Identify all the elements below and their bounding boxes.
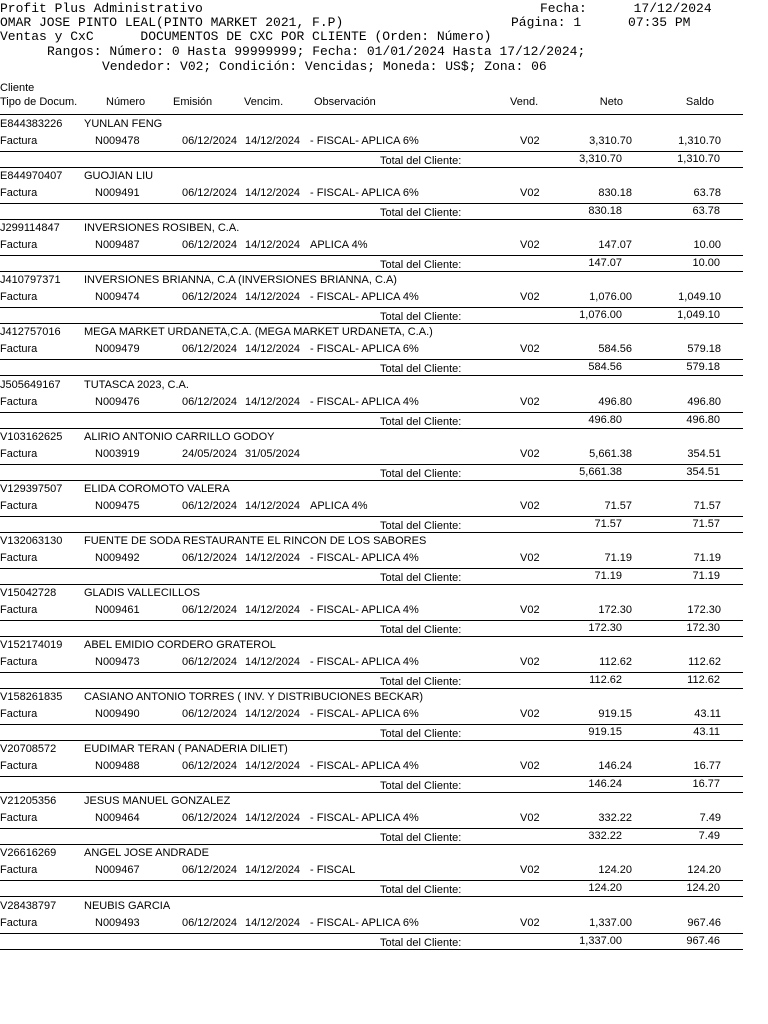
doc-seller: V02 — [520, 812, 540, 824]
doc-type: Factura — [0, 239, 38, 251]
doc-type: Factura — [0, 396, 38, 408]
client-total-label: Total del Cliente: — [380, 728, 462, 740]
client-divider — [0, 688, 743, 689]
row-divider — [0, 151, 743, 152]
client-divider — [0, 167, 743, 168]
doc-balance: 579.18 — [687, 343, 721, 355]
client-total-net: 919.15 — [588, 726, 622, 738]
doc-due-date: 14/12/2024 — [245, 291, 301, 303]
doc-issue-date: 06/12/2024 — [182, 760, 238, 772]
doc-observation: - FISCAL- APLICA 6% — [310, 708, 419, 720]
doc-balance: 112.62 — [688, 656, 721, 668]
doc-seller: V02 — [520, 708, 540, 720]
doc-issue-date: 06/12/2024 — [182, 291, 238, 303]
doc-issue-date: 24/05/2024 — [182, 448, 238, 460]
client-total-net: 146.24 — [588, 778, 622, 790]
client-id: V129397507 — [0, 483, 63, 495]
client-total-label: Total del Cliente: — [380, 207, 462, 219]
client-total-balance: 124.20 — [686, 882, 720, 894]
doc-number: N009492 — [95, 552, 140, 564]
doc-type: Factura — [0, 187, 38, 199]
client-total-label: Total del Cliente: — [380, 468, 462, 480]
doc-balance: 124.20 — [687, 864, 721, 876]
doc-net: 112.62 — [599, 656, 632, 668]
client-total-label: Total del Cliente: — [380, 155, 462, 167]
col-neto: Neto — [599, 96, 623, 108]
doc-balance: 63.78 — [693, 187, 721, 199]
row-divider — [0, 880, 743, 881]
doc-due-date: 14/12/2024 — [245, 135, 301, 147]
doc-number: N009475 — [95, 500, 140, 512]
client-total-label: Total del Cliente: — [380, 416, 462, 428]
company-name: OMAR JOSE PINTO LEAL(PINTO MARKET 2021, F.P) — [0, 15, 344, 30]
doc-observation: - FISCAL- APLICA 4% — [310, 604, 419, 616]
doc-number: N003919 — [95, 448, 140, 460]
client-total-balance: 63.78 — [692, 205, 720, 217]
client-total-balance: 496.80 — [686, 414, 720, 426]
doc-due-date: 14/12/2024 — [245, 396, 301, 408]
doc-due-date: 14/12/2024 — [245, 187, 301, 199]
col-vend: Vend. — [510, 96, 539, 108]
client-total-net: 584.56 — [588, 361, 622, 373]
col-vencim: Vencim. — [244, 96, 284, 108]
doc-due-date: 14/12/2024 — [245, 500, 301, 512]
doc-type: Factura — [0, 812, 38, 824]
client-name: NEUBIS GARCIA — [84, 900, 171, 912]
client-total-net: 71.19 — [594, 570, 622, 582]
doc-observation: APLICA 4% — [310, 239, 368, 251]
client-total-balance: 1,310.70 — [677, 153, 720, 165]
doc-number: N009491 — [95, 187, 140, 199]
report-title: Ventas y CxC DOCUMENTOS DE CXC POR CLIENTE (Orden: Número) — [0, 29, 492, 44]
doc-seller: V02 — [520, 239, 540, 251]
client-total-balance: 71.19 — [692, 570, 720, 582]
client-total-label: Total del Cliente: — [380, 832, 462, 844]
client-total-balance: 43.11 — [693, 726, 720, 738]
doc-observation: - FISCAL — [310, 864, 356, 876]
doc-net: 919.15 — [598, 708, 632, 720]
doc-issue-date: 06/12/2024 — [182, 239, 238, 251]
doc-balance: 1,049.10 — [678, 291, 721, 303]
doc-number: N009479 — [95, 343, 140, 355]
doc-net: 172.30 — [598, 604, 632, 616]
client-name: GUOJIAN LIU — [84, 170, 154, 182]
doc-observation: - FISCAL- APLICA 4% — [310, 812, 419, 824]
doc-balance: 43.11 — [694, 708, 721, 720]
doc-balance: 71.57 — [693, 500, 721, 512]
client-name: INVERSIONES ROSIBEN, C.A. — [84, 222, 240, 234]
report-ranges: Rangos: Número: 0 Hasta 99999999; Fecha: 01/01/2024 Hasta 17/12/2024; — [47, 44, 586, 59]
doc-type: Factura — [0, 448, 38, 460]
client-total-net: 830.18 — [588, 205, 622, 217]
client-divider — [0, 532, 743, 533]
row-divider — [0, 255, 743, 256]
col-tipo: Tipo de Docum. — [0, 96, 78, 108]
client-id: J505649167 — [0, 379, 61, 391]
client-name: ALIRIO ANTONIO CARRILLO GODOY — [84, 431, 275, 443]
doc-number: N009487 — [95, 239, 140, 251]
client-divider — [0, 792, 743, 793]
client-divider — [0, 740, 743, 741]
doc-type: Factura — [0, 291, 38, 303]
client-total-balance: 354.51 — [686, 466, 720, 478]
row-divider — [0, 724, 743, 725]
doc-due-date: 14/12/2024 — [245, 552, 301, 564]
doc-due-date: 14/12/2024 — [245, 708, 301, 720]
client-name: ANGEL JOSE ANDRADE — [84, 847, 209, 859]
doc-issue-date: 06/12/2024 — [182, 135, 238, 147]
client-name: YUNLAN FENG — [84, 118, 163, 130]
doc-balance: 10.00 — [693, 239, 721, 251]
client-total-net: 1,337.00 — [579, 935, 622, 947]
doc-seller: V02 — [520, 187, 540, 199]
doc-net: 147.07 — [598, 239, 632, 251]
row-divider — [0, 620, 743, 621]
client-divider — [0, 271, 743, 272]
client-total-net: 172.30 — [588, 622, 622, 634]
client-total-balance: 967.46 — [686, 935, 720, 947]
doc-observation: - FISCAL- APLICA 4% — [310, 552, 419, 564]
doc-type: Factura — [0, 500, 38, 512]
doc-issue-date: 06/12/2024 — [182, 343, 238, 355]
col-saldo: Saldo — [685, 96, 714, 108]
doc-type: Factura — [0, 604, 38, 616]
doc-issue-date: 06/12/2024 — [182, 552, 238, 564]
doc-type: Factura — [0, 135, 38, 147]
client-id: E844383226 — [0, 118, 63, 130]
client-divider — [0, 896, 743, 897]
row-divider — [0, 464, 743, 465]
report-filters: Vendedor: V02; Condición: Vencidas; Moneda: US$; Zona: 06 — [102, 59, 547, 74]
doc-due-date: 14/12/2024 — [245, 604, 301, 616]
doc-seller: V02 — [520, 291, 540, 303]
doc-balance: 16.77 — [693, 760, 721, 772]
row-divider — [0, 672, 743, 673]
doc-due-date: 14/12/2024 — [245, 656, 301, 668]
col-numero: Número — [106, 96, 146, 108]
client-divider — [0, 375, 743, 376]
doc-due-date: 14/12/2024 — [245, 760, 301, 772]
client-total-balance: 71.57 — [692, 518, 720, 530]
doc-net: 124.20 — [598, 864, 632, 876]
doc-number: N009493 — [95, 917, 140, 929]
col-observacion: Observación — [314, 96, 376, 108]
doc-seller: V02 — [520, 864, 540, 876]
doc-type: Factura — [0, 708, 38, 720]
doc-seller: V02 — [520, 760, 540, 772]
client-divider — [0, 844, 743, 845]
client-divider — [0, 584, 743, 585]
doc-issue-date: 06/12/2024 — [182, 864, 238, 876]
client-id: V132063130 — [0, 535, 63, 547]
client-total-label: Total del Cliente: — [380, 884, 462, 896]
client-name: ELIDA COROMOTO VALERA — [84, 483, 230, 495]
doc-type: Factura — [0, 552, 38, 564]
doc-seller: V02 — [520, 656, 540, 668]
doc-seller: V02 — [520, 604, 540, 616]
row-divider — [0, 568, 743, 569]
doc-issue-date: 06/12/2024 — [182, 500, 238, 512]
doc-net: 71.57 — [604, 500, 632, 512]
client-total-label: Total del Cliente: — [380, 363, 462, 375]
doc-net: 584.56 — [598, 343, 632, 355]
doc-number: N009474 — [95, 291, 140, 303]
doc-net: 71.19 — [604, 552, 632, 564]
doc-seller: V02 — [520, 552, 540, 564]
client-id: V20708572 — [0, 743, 57, 755]
client-name: TUTASCA 2023, C.A. — [84, 379, 189, 391]
doc-net: 830.18 — [598, 187, 632, 199]
report-date: Fecha: 17/12/2024 — [540, 1, 712, 16]
client-total-net: 332.22 — [588, 830, 622, 842]
doc-observation: - FISCAL- APLICA 6% — [310, 917, 419, 929]
doc-observation: - FISCAL- APLICA 4% — [310, 656, 419, 668]
doc-issue-date: 06/12/2024 — [182, 656, 238, 668]
client-id: J410797371 — [0, 274, 61, 286]
client-id: J299114847 — [0, 222, 60, 234]
client-total-balance: 579.18 — [686, 361, 720, 373]
client-total-balance: 7.49 — [698, 830, 720, 842]
col-emision: Emisión — [173, 96, 213, 108]
doc-balance: 172.30 — [687, 604, 721, 616]
client-id: J412757016 — [0, 326, 61, 338]
doc-number: N009464 — [95, 812, 140, 824]
client-total-label: Total del Cliente: — [380, 259, 462, 271]
doc-balance: 7.49 — [699, 812, 721, 824]
client-total-net: 124.20 — [588, 882, 622, 894]
doc-net: 5,661.38 — [589, 448, 632, 460]
row-divider — [0, 828, 743, 829]
client-total-net: 496.80 — [588, 414, 622, 426]
doc-issue-date: 06/12/2024 — [182, 708, 238, 720]
doc-due-date: 14/12/2024 — [245, 239, 301, 251]
client-divider — [0, 323, 743, 324]
client-total-net: 147.07 — [588, 257, 622, 269]
doc-net: 332.22 — [598, 812, 632, 824]
doc-net: 496.80 — [598, 396, 632, 408]
doc-observation: APLICA 4% — [310, 500, 368, 512]
client-divider — [0, 428, 743, 429]
col-cliente: Cliente — [0, 82, 35, 94]
client-total-balance: 112.62 — [687, 674, 720, 686]
client-id: V26616269 — [0, 847, 57, 859]
client-name: INVERSIONES BRIANNA, C.A (INVERSIONES BRIANNA, C.A) — [84, 274, 397, 286]
doc-issue-date: 06/12/2024 — [182, 917, 238, 929]
client-total-net: 3,310.70 — [579, 153, 622, 165]
row-divider — [0, 412, 743, 413]
row-divider — [0, 359, 743, 360]
doc-number: N009461 — [95, 604, 140, 616]
client-name: JESUS MANUEL GONZALEZ — [84, 795, 231, 807]
client-total-label: Total del Cliente: — [380, 780, 462, 792]
doc-number: N009490 — [95, 708, 140, 720]
doc-net: 1,076.00 — [589, 291, 632, 303]
client-total-balance: 1,049.10 — [677, 309, 720, 321]
client-id: V28438797 — [0, 900, 57, 912]
client-name: FUENTE DE SODA RESTAURANTE EL RINCON DE LOS SABORES — [84, 535, 427, 547]
row-divider — [0, 933, 743, 934]
doc-balance: 967.46 — [687, 917, 721, 929]
client-total-net: 71.57 — [594, 518, 622, 530]
app-title: Profit Plus Administrativo — [0, 1, 203, 16]
doc-observation: - FISCAL- APLICA 6% — [310, 135, 419, 147]
doc-due-date: 14/12/2024 — [245, 343, 301, 355]
doc-net: 146.24 — [598, 760, 632, 772]
doc-net: 3,310.70 — [589, 135, 632, 147]
client-total-balance: 10.00 — [692, 257, 720, 269]
doc-seller: V02 — [520, 343, 540, 355]
client-divider — [0, 636, 743, 637]
client-name: ABEL EMIDIO CORDERO GRATEROL — [84, 639, 276, 651]
doc-observation: - FISCAL- APLICA 6% — [310, 187, 419, 199]
client-total-net: 112.62 — [589, 674, 622, 686]
client-total-balance: 172.30 — [686, 622, 720, 634]
doc-balance: 71.19 — [693, 552, 721, 564]
doc-balance: 1,310.70 — [678, 135, 721, 147]
client-name: GLADIS VALLECILLOS — [84, 587, 200, 599]
page-time: Página: 1 07:35 PM — [511, 15, 691, 30]
row-divider — [0, 776, 743, 777]
doc-type: Factura — [0, 917, 38, 929]
client-id: V152174019 — [0, 639, 63, 651]
row-divider — [0, 203, 743, 204]
client-id: V158261835 — [0, 691, 63, 703]
doc-type: Factura — [0, 760, 38, 772]
client-total-label: Total del Cliente: — [380, 520, 462, 532]
doc-seller: V02 — [520, 500, 540, 512]
client-total-label: Total del Cliente: — [380, 937, 462, 949]
doc-seller: V02 — [520, 917, 540, 929]
doc-number: N009476 — [95, 396, 140, 408]
client-id: V15042728 — [0, 587, 57, 599]
doc-seller: V02 — [520, 396, 540, 408]
client-divider — [0, 219, 743, 220]
doc-observation: - FISCAL- APLICA 4% — [310, 396, 419, 408]
doc-number: N009473 — [95, 656, 140, 668]
doc-issue-date: 06/12/2024 — [182, 187, 238, 199]
client-id: E844970407 — [0, 170, 63, 182]
doc-issue-date: 06/12/2024 — [182, 396, 238, 408]
doc-number: N009467 — [95, 864, 140, 876]
doc-due-date: 14/12/2024 — [245, 812, 301, 824]
row-divider — [0, 516, 743, 517]
client-id: V21205356 — [0, 795, 57, 807]
doc-seller: V02 — [520, 448, 540, 460]
client-total-label: Total del Cliente: — [380, 572, 462, 584]
client-total-balance: 16.77 — [692, 778, 720, 790]
doc-number: N009488 — [95, 760, 140, 772]
client-name: MEGA MARKET URDANETA,C.A. (MEGA MARKET URDANETA, C.A.) — [84, 326, 433, 338]
doc-issue-date: 06/12/2024 — [182, 812, 238, 824]
doc-type: Factura — [0, 864, 38, 876]
header-divider — [0, 114, 743, 115]
doc-due-date: 31/05/2024 — [245, 448, 301, 460]
doc-number: N009478 — [95, 135, 140, 147]
row-divider — [0, 307, 743, 308]
client-id: V103162625 — [0, 431, 63, 443]
client-total-net: 5,661.38 — [579, 466, 622, 478]
client-divider — [0, 480, 743, 481]
doc-due-date: 14/12/2024 — [245, 917, 301, 929]
client-total-label: Total del Cliente: — [380, 311, 462, 323]
doc-observation: - FISCAL- APLICA 4% — [310, 291, 419, 303]
doc-balance: 354.51 — [687, 448, 721, 460]
client-divider — [0, 949, 743, 950]
doc-due-date: 14/12/2024 — [245, 864, 301, 876]
doc-type: Factura — [0, 343, 38, 355]
client-total-label: Total del Cliente: — [380, 624, 462, 636]
doc-type: Factura — [0, 656, 38, 668]
doc-seller: V02 — [520, 135, 540, 147]
doc-issue-date: 06/12/2024 — [182, 604, 238, 616]
client-name: CASIANO ANTONIO TORRES ( INV. Y DISTRIBUCIONES BECKAR) — [84, 691, 424, 703]
doc-balance: 496.80 — [687, 396, 721, 408]
client-total-net: 1,076.00 — [579, 309, 622, 321]
doc-net: 1,337.00 — [589, 917, 632, 929]
doc-observation: - FISCAL- APLICA 6% — [310, 343, 419, 355]
client-name: EUDIMAR TERAN ( PANADERIA DILIET) — [84, 743, 288, 755]
doc-observation: - FISCAL- APLICA 4% — [310, 760, 419, 772]
client-total-label: Total del Cliente: — [380, 676, 462, 688]
